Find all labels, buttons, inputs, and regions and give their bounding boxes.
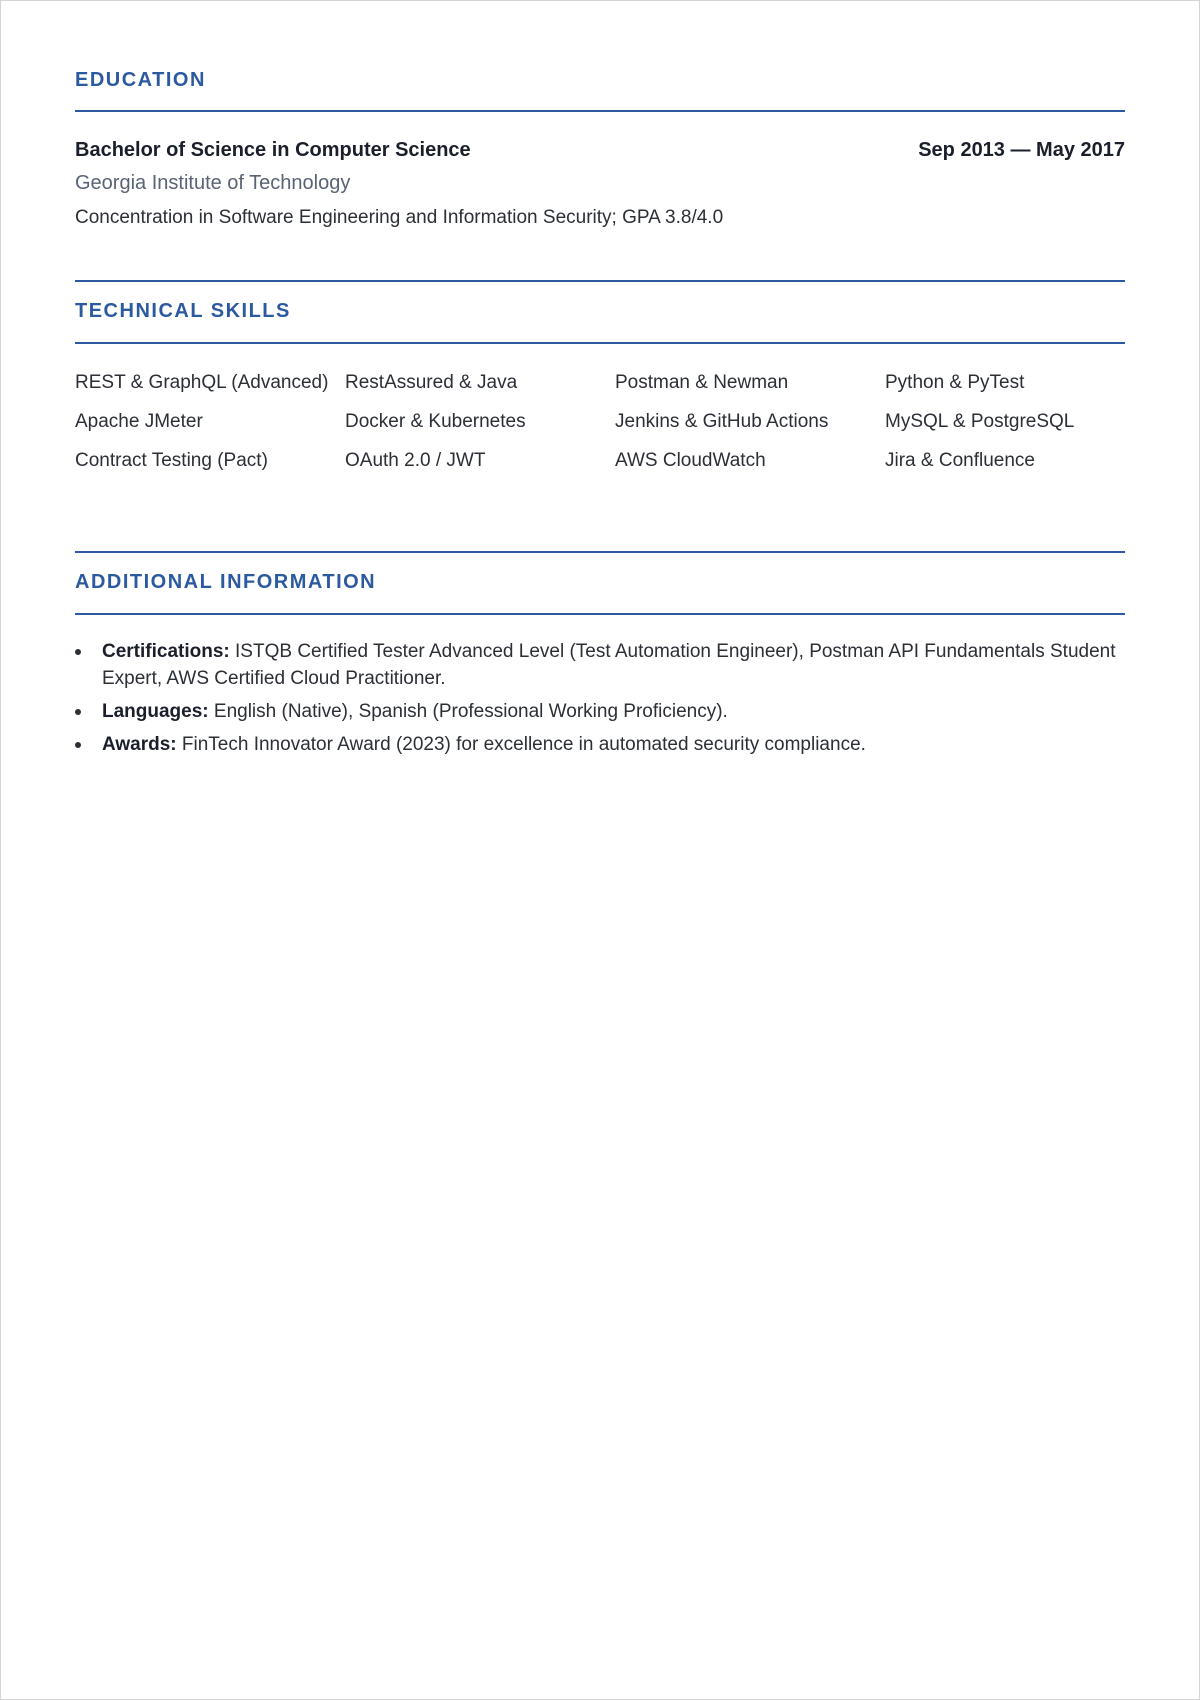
degree-row: [75, 139, 1125, 162]
bullet-icon: [75, 649, 81, 655]
item-label: Certifications:: [102, 641, 236, 662]
skill-item: OAuth 2.0 / JWT: [345, 450, 486, 471]
skill-item: MySQL & PostgreSQL: [885, 411, 1075, 432]
skill-item: AWS CloudWatch: [615, 450, 766, 471]
item-label: Languages:: [102, 701, 214, 722]
list-item: [75, 638, 1127, 692]
additional-divider-top: [75, 613, 1125, 615]
skill-item: REST & GraphQL (Advanced): [75, 372, 329, 393]
bullet-icon: [75, 709, 81, 715]
skill-item: RestAssured & Java: [345, 372, 518, 393]
item-text: FinTech Innovator Award (2023) for excellence in automated security compliance.: [181, 734, 866, 755]
additional-list: [75, 638, 1127, 764]
skill-item: Jira & Confluence: [885, 450, 1035, 471]
skill-item: Jenkins & GitHub Actions: [615, 411, 829, 432]
item-text: ISTQB Certified Tester Advanced Level (Test Automation Engineer), Postman API Fundamentals Student Expert, AWS Certified Cloud Practitioner.: [102, 641, 1116, 689]
education-heading: EDUCATION: [75, 69, 206, 91]
skills-heading: TECHNICAL SKILLS: [75, 300, 291, 322]
degree-title: Bachelor of Science in Computer Science: [75, 139, 471, 161]
school-name: Georgia Institute of Technology: [75, 172, 351, 194]
list-item: [75, 731, 1127, 758]
item-text: English (Native), Spanish (Professional Working Proficiency).: [213, 701, 728, 722]
skill-item: Postman & Newman: [615, 372, 789, 393]
skills-grid: [75, 369, 1127, 474]
list-item: [75, 698, 1127, 725]
education-divider-top: [75, 110, 1125, 112]
item-label: Awards:: [102, 734, 182, 755]
additional-heading: ADDITIONAL INFORMATION: [75, 571, 377, 593]
degree-dates: Sep 2013 — May 2017: [918, 139, 1125, 161]
skills-divider-top: [75, 342, 1125, 344]
skill-item: Python & PyTest: [885, 372, 1025, 393]
bullet-icon: [75, 742, 81, 748]
skills-divider-bottom: [75, 551, 1125, 553]
education-divider-bottom: [75, 280, 1125, 282]
skill-item: Contract Testing (Pact): [75, 450, 268, 471]
skill-item: Apache JMeter: [75, 411, 203, 432]
education-details: Concentration in Software Engineering and Information Security; GPA 3.8/4.0: [75, 207, 724, 228]
skill-item: Docker & Kubernetes: [345, 411, 526, 432]
